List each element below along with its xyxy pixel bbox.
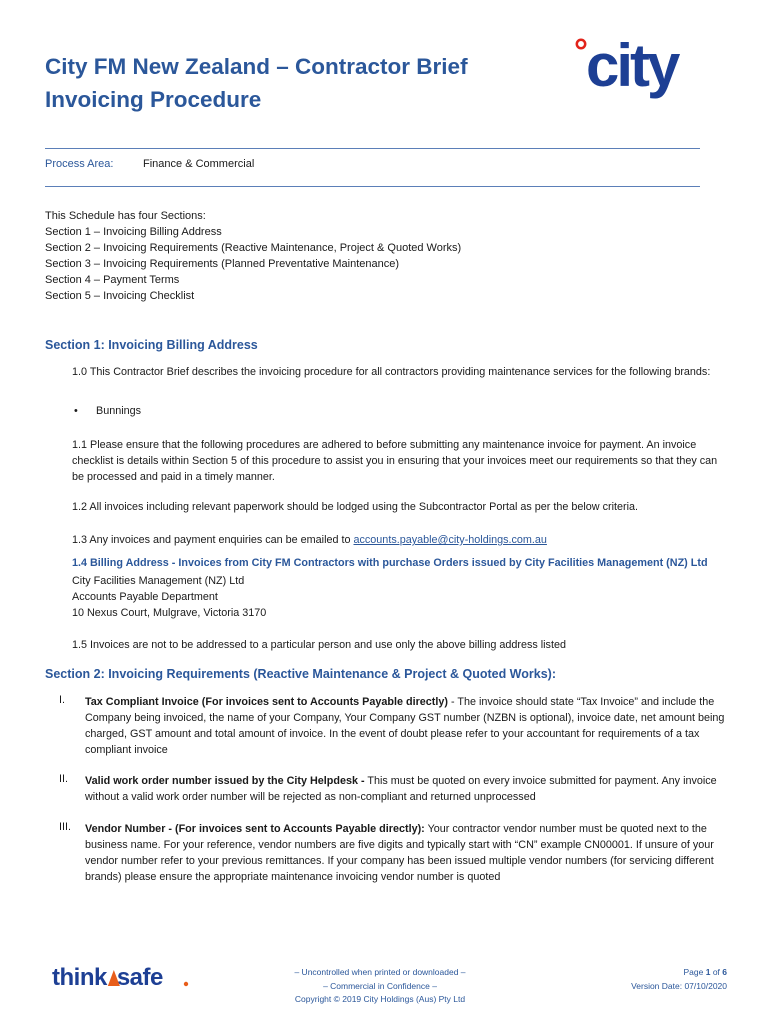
intro-line: Section 2 – Invoicing Requirements (Reactive Maintenance, Project & Quoted Works) [45, 242, 462, 254]
billing-address [72, 573, 472, 621]
version-date: Version Date: 07/10/2020 [631, 980, 727, 991]
footer-copyright: Copyright © 2019 City Holdings (Aus) Pty Ltd [294, 994, 466, 1004]
requirement-body: Your contractor vendor number must be quoted next to the business name. For your reference, vendor numbers are five digits and typically start with “CN” example CN00001. If unsure of your vendor number refer to your previous remittances. If your company has been issued multiple vendor numbers (for servicing different brands) please ensure the appropriate maintenance invoicing vendor number is quoted [85, 823, 714, 883]
address-line: Accounts Payable Department [72, 591, 218, 603]
page-total: 6 [722, 967, 727, 977]
brand-bunnings: Bunnings [96, 405, 142, 417]
paragraph-1-3-text: 1.3 Any invoices and payment enquiries can be emailed to [72, 534, 354, 546]
divider-bottom [45, 186, 700, 187]
title-line-2: Invoicing Procedure [45, 87, 262, 112]
requirement-title: Tax Compliant Invoice (For invoices sent to Accounts Payable directly) [85, 696, 448, 708]
requirement-number: II. [59, 773, 68, 785]
page-label: Page [683, 967, 706, 977]
requirement-body: This must be quoted on every invoice submitted for payment. Any invoice without a valid work order number will be rejected as non-compliant and returned unprocessed [85, 775, 717, 803]
city-logo [574, 30, 710, 102]
section-1-heading: Section 1: Invoicing Billing Address [45, 338, 258, 352]
svg-text:thinksafe [52, 964, 163, 991]
requirement-number: I. [59, 694, 65, 706]
intro-line: Section 1 – Invoicing Billing Address [45, 226, 222, 238]
accounts-payable-email-link[interactable]: accounts.payable@city-holdings.com.au [353, 534, 547, 546]
intro-line: Section 4 – Payment Terms [45, 274, 180, 286]
paragraph-1-5: 1.5 Invoices are not to be addressed to a particular person and use only the above billing address listed [72, 639, 566, 651]
thinksafe-logo [52, 960, 192, 994]
requirement-text [85, 773, 725, 805]
paragraph-1-0: 1.0 This Contractor Brief describes the invoicing procedure for all contractors providing maintenance services for the following brands: [72, 366, 711, 378]
requirement-title: Vendor Number - (For invoices sent to Accounts Payable directly): [85, 823, 425, 835]
section-2-heading: Section 2: Invoicing Requirements (Reactive Maintenance & Project & Quoted Works): [45, 667, 556, 681]
thinksafe-logo-safe: safe [116, 964, 163, 991]
requirement-text [85, 694, 725, 758]
requirement-title: Valid work order number issued by the City Helpdesk - [85, 775, 365, 787]
process-area-value: Finance & Commercial [143, 158, 255, 170]
title-line-1: City FM New Zealand – Contractor Brief [45, 54, 468, 79]
intro-line: Section 3 – Invoicing Requirements (Planned Preventative Maintenance) [45, 258, 400, 270]
process-area-label: Process Area: [45, 158, 114, 170]
requirement-number: III. [59, 821, 71, 833]
thinksafe-logo-think: think [52, 964, 107, 991]
page-indicator [600, 966, 727, 980]
document-title [45, 50, 565, 116]
footer-page-info [600, 966, 727, 993]
requirement-text [85, 821, 725, 885]
address-line: City Facilities Management (NZ) Ltd [72, 575, 245, 587]
billing-address-heading: 1.4 Billing Address - Invoices from City FM Contractors with purchase Orders issued by City Facilities Management (NZ) Ltd [72, 557, 708, 569]
paragraph-1-3 [72, 532, 722, 548]
footer-uncontrolled: – Uncontrolled when printed or downloaded – [294, 967, 466, 977]
paragraph-1-1: 1.1 Please ensure that the following procedures are adhered to before submitting any maintenance invoice for payment. An invoice checklist is details within Section 5 of this procedure to assist you in ensuring that your invoices meet our requirements so that they can be processed and paid in a timely manner. [72, 439, 718, 483]
address-line: 10 Nexus Court, Mulgrave, Victoria 3170 [72, 607, 267, 619]
footer-notice [260, 966, 500, 1007]
intro-line: Section 5 – Invoicing Checklist [45, 290, 195, 302]
page-of: of [710, 967, 723, 977]
city-logo-text: city [586, 32, 678, 99]
footer-confidential: – Commercial in Confidence – [323, 980, 437, 991]
schedule-intro [45, 208, 461, 304]
divider-top [45, 148, 700, 149]
page-number: 1 [705, 967, 711, 977]
bullet-icon: • [74, 405, 78, 417]
requirement-body: - The invoice should state “Tax Invoice” and include the Company being invoiced, the name of your Company, Your Company GST number (NZBN is optional), invoice date, net amount being charged, GST amount and total amount of invoice. In the event of doubt please refer to your accountant for requirements of a tax compliant invoice [85, 696, 725, 756]
paragraph-1-2: 1.2 All invoices including relevant paperwork should be lodged using the Subcontractor Portal as per the below criteria. [72, 501, 638, 513]
intro-line: This Schedule has four Sections: [45, 210, 206, 222]
